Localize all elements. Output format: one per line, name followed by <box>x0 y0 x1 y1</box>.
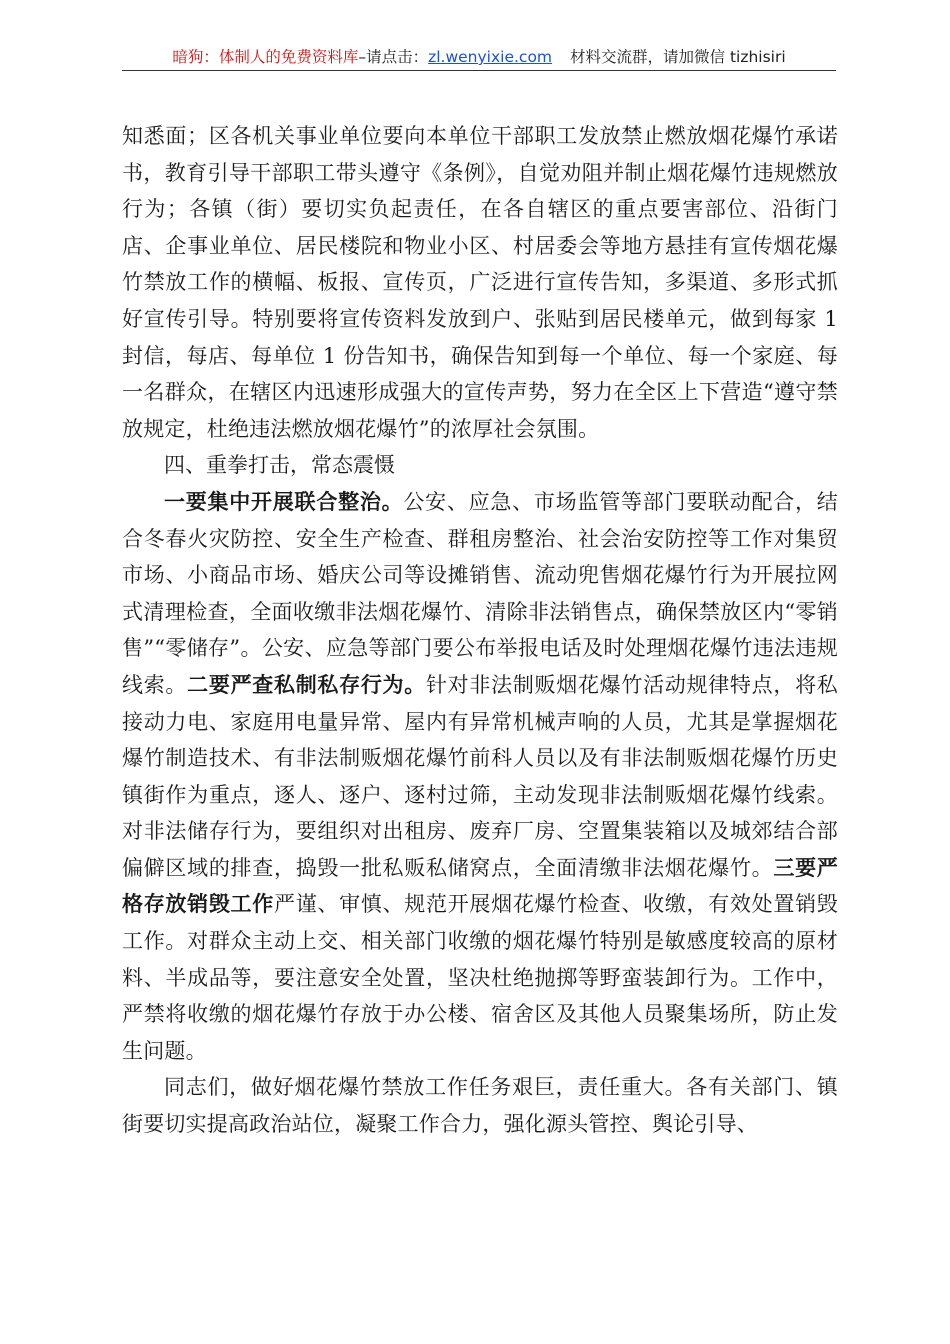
header-contact: 材料交流群，请加微信 tizhisiri <box>570 48 786 66</box>
point-2-title: 二要严查私制私存行为。 <box>187 671 426 697</box>
section-heading-4: 四、重拳打击，常态震慑 <box>164 453 395 478</box>
paragraph-crackdown <box>122 484 838 1070</box>
header-link[interactable]: zl.wenyixie.com <box>428 48 553 66</box>
paragraph-conclusion: 同志们，做好烟花爆竹禁放工作任务艰巨，责任重大。各有关部门、镇街要切实提高政治站位，凝聚工作合力，强化源头管控、舆论引导、 <box>122 1075 838 1137</box>
point-3-text: 严谨、审慎、规范开展烟花爆竹检查、收缴，有效处置销毁工作。对群众主动上交、相关部门收缴的烟花爆竹特别是敏感度较高的原材料、半成品等，要注意安全处置，坚决杜绝抛掷等野蛮装卸行为。工作中，严禁将收缴的烟花爆竹存放于办公楼、宿舍区及其他人员聚集场所，防止发生问题。 <box>122 892 839 1063</box>
document-body <box>122 118 838 1143</box>
point-3-title: 三要严格存放销毁工作 <box>122 854 838 917</box>
point-1-text: 公安、应急、市场监管等部门要联动配合，结合冬春火灾防控、安全生产检查、群租房整治、社会治安防控等工作对集贸市场、小商品市场、婚庆公司等设摊销售、流动兜售烟花爆竹行为开展拉网式清理检查，全面收缴非法烟花爆竹、清除非法销售点，确保禁放区内“零销售”“零储存”。公安、应急等部门要公布举报电话及时处理烟花爆竹违法违规线索。 <box>122 489 838 697</box>
header-prompt: –请点击： <box>358 48 429 66</box>
page-header <box>122 46 836 71</box>
header-brand: 暗狗：体制人的免费资料库 <box>172 48 359 66</box>
point-2-text: 针对非法制贩烟花爆竹活动规律特点，将私接动力电、家庭用电量异常、屋内有异常机械声响的人员，尤其是掌握烟花爆竹制造技术、有非法制贩烟花爆竹前科人员以及有非法制贩烟花爆竹历史镇街作为重点，逐人、逐户、逐村过筛，主动发现非法制贩烟花爆竹线索。对非法储存行为，要组织对出租房、废弃厂房、空置集装箱以及城郊结合部偏僻区域的排查，捣毁一批私贩私储窝点，全面清缴非法烟花爆竹。 <box>122 672 838 880</box>
paragraph-publicity: 知悉面；区各机关事业单位要向本单位干部职工发放禁止燃放烟花爆竹承诺书，教育引导干部职工带头遵守《条例》，自觉劝阻并制止烟花爆竹违规燃放行为；各镇（街）要切实负起责任，在各自辖区的重点要害部位、沿街门店、企事业单位、居民楼院和物业小区、村居委会等地方悬挂有宣传烟花爆竹禁放工作的横幅、板报、宣传页，广泛进行宣传告知，多渠道、多形式抓好宣传引导。特别要将宣传资料发放到户、张贴到居民楼单元，做到每家 1 封信，每店、每单位 1 份告知书，确保告知到每一个单位、每一个家庭、每一名群众，在辖区内迅速形成强大的宣传声势，努力在全区上下营造“遵守禁放规定，杜绝违法燃放烟花爆竹”的浓厚社会氛围。 <box>122 124 838 441</box>
point-1-title: 一要集中开展联合整治。 <box>164 488 404 514</box>
